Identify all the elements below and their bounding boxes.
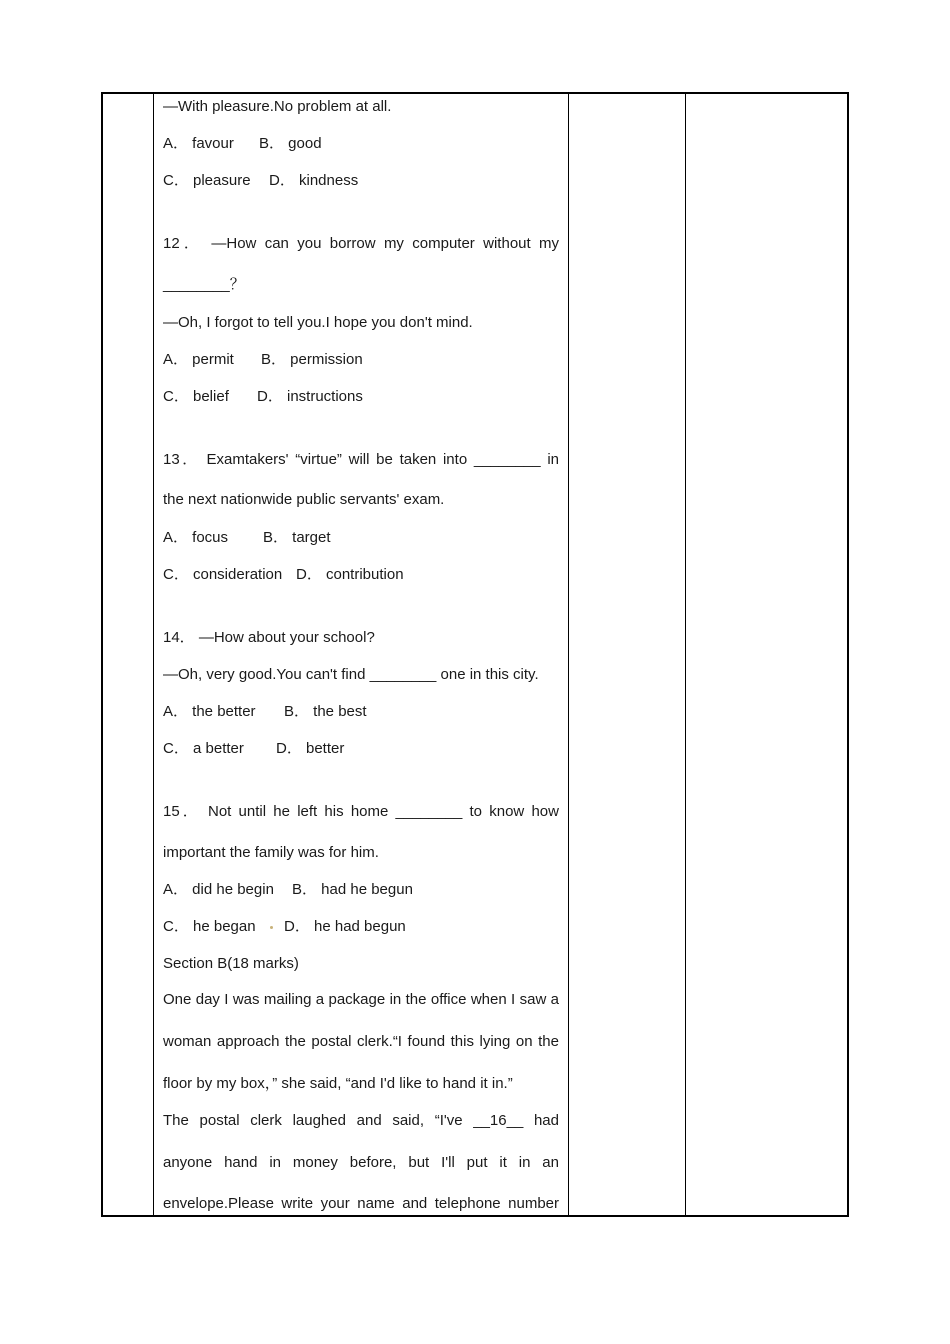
q14-options-cd — [163, 740, 559, 758]
option-c: C． pleasure — [163, 172, 251, 189]
passage-line: woman approach the postal clerk.“I found this lying on the — [163, 1033, 559, 1050]
option-d: D． kindness — [269, 172, 359, 189]
option-d: D． he had begun — [284, 918, 406, 935]
passage-line: anyone hand in money before, but I'll put it in an — [163, 1154, 559, 1171]
option-a: A． focus — [163, 529, 229, 546]
section-heading: Section B(18 marks) — [163, 955, 299, 972]
q14-stem: 14． —How about your school? — [163, 629, 375, 646]
option-d: D． contribution — [296, 566, 404, 583]
passage-line: floor by my box，” she said, “and I'd like to hand it in.” — [163, 1075, 513, 1092]
q14-options-ab — [163, 703, 559, 721]
q11-options-ab — [163, 135, 559, 153]
reply-line: —With pleasure.No problem at all. — [163, 98, 392, 115]
passage-line: envelope.Please write your name and telephone number — [163, 1195, 559, 1212]
q12-reply: —Oh, I forgot to tell you.I hope you don't mind. — [163, 314, 473, 331]
q13-options-cd — [163, 566, 559, 584]
worksheet-table — [101, 92, 849, 1217]
q13-stem: 13． Examtakers' “virtue” will be taken into ________ in — [163, 451, 559, 468]
option-a: A． the better — [163, 703, 256, 720]
option-b: B． had he begun — [292, 881, 413, 898]
q15-options-cd — [163, 918, 559, 936]
q13-stem-cont: the next nationwide public servants' exam. — [163, 491, 445, 508]
q12-options-cd — [163, 388, 559, 406]
option-b: B． the best — [284, 703, 367, 720]
q12-stem-cont: ________？ — [163, 276, 245, 293]
stray-mark — [270, 926, 273, 929]
option-c: C． belief — [163, 388, 229, 405]
q12-stem: 12． —How can you borrow my computer without my — [163, 235, 559, 252]
q13-options-ab — [163, 529, 559, 547]
q14-reply: —Oh, very good.You can't find ________ one in this city. — [163, 666, 539, 683]
option-c: C． he began — [163, 918, 256, 935]
option-b: B． permission — [261, 351, 363, 368]
option-b: B． target — [263, 529, 331, 546]
q12-options-ab — [163, 351, 559, 369]
option-c: C． a better — [163, 740, 244, 757]
column-divider-2 — [568, 94, 569, 1215]
column-divider-3 — [685, 94, 686, 1215]
option-d: D． instructions — [257, 388, 363, 405]
column-divider-1 — [153, 94, 154, 1215]
passage-line: The postal clerk laughed and said, “I've __16__ had — [163, 1112, 559, 1129]
option-a: A． did he begin — [163, 881, 274, 898]
q15-options-ab — [163, 881, 559, 899]
q15-stem: 15． Not until he left his home ________ to know how — [163, 803, 559, 820]
option-d: D． better — [276, 740, 345, 757]
option-a: A． favour — [163, 135, 234, 152]
q11-options-cd — [163, 172, 559, 190]
option-c: C． consideration — [163, 566, 283, 583]
option-a: A． permit — [163, 351, 234, 368]
passage-line: One day I was mailing a package in the office when I saw a — [163, 991, 559, 1008]
q15-stem-cont: important the family was for him. — [163, 844, 379, 861]
option-b: B． good — [259, 135, 322, 152]
